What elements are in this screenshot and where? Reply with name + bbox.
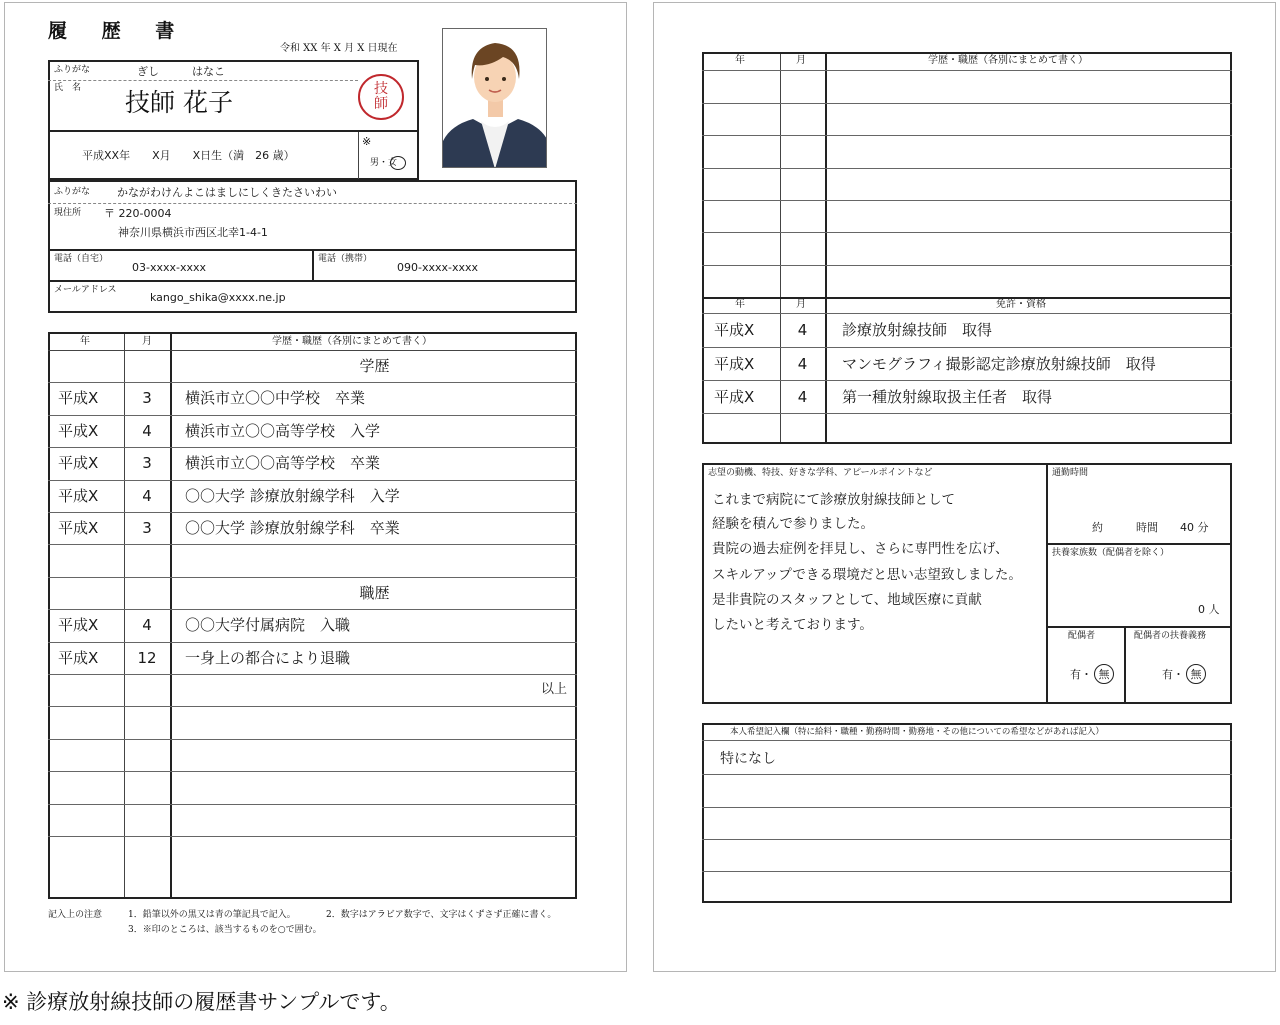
history-col-content-divider xyxy=(170,334,172,897)
history-row-line xyxy=(48,382,577,383)
spouse-label: 配偶者 xyxy=(1068,631,1096,641)
history-row-month: 3 xyxy=(142,389,152,407)
history-row-text: 〇〇大学付属病院 入職 xyxy=(185,616,351,634)
wishes-row-line xyxy=(702,871,1232,872)
history-header-line xyxy=(48,350,577,351)
commute-value: 約 時間 40 分 xyxy=(1092,521,1209,534)
dependents-divider xyxy=(1047,626,1231,628)
furigana-name: ぎし はなこ xyxy=(137,65,225,78)
wishes-row-line xyxy=(702,774,1232,775)
motivation-line: 経験を積んで参りました。 xyxy=(712,516,874,532)
wishes-row-line xyxy=(702,839,1232,840)
history-row-line xyxy=(48,577,577,578)
history-row-line xyxy=(48,706,577,707)
history-col-month-divider xyxy=(124,334,125,897)
table-row-line xyxy=(702,135,1232,136)
history-row-text: 〇〇大学 診療放射線学科 卒業 xyxy=(185,519,400,537)
history-row-line xyxy=(48,804,577,805)
history-row-line xyxy=(48,674,577,675)
note-3: 3．※印のところは、該当するものを○で囲む。 xyxy=(128,925,322,935)
phone-divider xyxy=(48,280,577,282)
license-header-month: 月 xyxy=(796,299,806,310)
license-row-month: 4 xyxy=(797,388,808,406)
commute-divider xyxy=(1047,543,1231,545)
license-row-year: 平成X xyxy=(714,355,755,373)
motivation-line: 是非貴院のスタッフとして、地域医療に貢献 xyxy=(712,592,982,608)
history-row-year: 平成X xyxy=(58,519,99,537)
history-row-line xyxy=(48,836,577,837)
history-row-year: 平成X xyxy=(58,616,99,634)
phone-col-divider xyxy=(312,250,314,280)
dependents-label: 扶養家族数（配偶者を除く） xyxy=(1052,548,1170,558)
history-row-line xyxy=(48,512,577,513)
email: kango_shika@xxxx.ne.jp xyxy=(150,291,286,304)
gender-divider xyxy=(358,132,359,179)
motivation-side-divider xyxy=(1046,465,1048,702)
spouse-support-label: 配偶者の扶養義務 xyxy=(1134,631,1207,641)
history-row-text: 〇〇大学 診療放射線学科 入学 xyxy=(185,487,400,505)
table-row-line xyxy=(702,70,1232,71)
person-illustration xyxy=(443,29,547,168)
history-row-line xyxy=(48,771,577,772)
history-header-month: 月 xyxy=(142,336,152,347)
table-row-line xyxy=(702,380,1232,381)
history-header-content: 学歴・職歴（各別にまとめて書く） xyxy=(272,336,432,347)
spouse-no-circled: 無 xyxy=(1094,664,1114,684)
history-row-text: 横浜市立〇〇中学校 卒業 xyxy=(185,389,366,407)
history-row-year: 平成X xyxy=(58,422,99,440)
address-furigana-divider xyxy=(48,203,577,204)
license-row-text: 第一種放射線取扱主任者 取得 xyxy=(842,388,1053,406)
phone-home-label: 電話（自宅） xyxy=(54,254,109,264)
address: 神奈川県横浜市西区北幸1-4-1 xyxy=(118,226,268,239)
commute-label: 通勤時間 xyxy=(1052,468,1089,478)
history-row-month: 4 xyxy=(142,422,152,440)
caption: ※ 診療放射線技師の履歴書サンプルです。 xyxy=(2,990,401,1014)
license-row-text: 診療放射線技師 取得 xyxy=(842,321,993,339)
license-table xyxy=(702,52,1232,444)
history-row-line xyxy=(48,609,577,610)
motivation-label: 志望の動機、特技、好きな学科、アピールポイントなど xyxy=(708,468,933,478)
table-row-line xyxy=(702,168,1232,169)
gender: 男・女 xyxy=(370,158,398,168)
hanko-seal xyxy=(358,74,404,120)
history2-header-content: 学歴・職歴（各別にまとめて書く） xyxy=(928,55,1088,66)
table-row-line xyxy=(702,103,1232,104)
spouse-support-yes: 有・ xyxy=(1162,667,1184,681)
license-row-text: マンモグラフィ撮影認定診療放射線技師 取得 xyxy=(842,355,1156,373)
name-box xyxy=(48,60,419,180)
table-row-line xyxy=(702,232,1232,233)
seal-char-bottom: 師 xyxy=(374,96,388,112)
name-box-divider xyxy=(48,130,419,132)
history-row-year: 平成X xyxy=(58,389,99,407)
motivation-line: これまで病院にて診療放射線技師として xyxy=(712,492,955,508)
history-row-year: 平成X xyxy=(58,454,99,472)
history-row-text: 一身上の都合により退職 xyxy=(185,649,351,667)
history-row-month: 3 xyxy=(142,519,152,537)
spouse-divider xyxy=(1124,627,1126,702)
license-col-month-divider xyxy=(780,54,781,442)
name-label: 氏 名 xyxy=(54,83,82,93)
license-row-month: 4 xyxy=(797,321,808,339)
history-row-month: 4 xyxy=(142,487,152,505)
history2-header-year: 年 xyxy=(735,55,745,66)
motivation-line: したいと考えております。 xyxy=(712,617,873,633)
birth-date: 平成XX年 X月 X日生（満 26 歳） xyxy=(82,149,295,162)
license-row-year: 平成X xyxy=(714,388,755,406)
furigana-label: ふりがな xyxy=(54,65,91,75)
table-row-line xyxy=(702,200,1232,201)
applicant-photo xyxy=(442,28,547,168)
table-row-line xyxy=(702,297,1232,299)
history-row-text: 以上 xyxy=(540,682,567,697)
phone-mobile-label: 電話（携帯） xyxy=(318,254,373,264)
spouse-value xyxy=(1070,664,1114,684)
resume-title: 履 歴 書 xyxy=(48,20,189,42)
history-row-line xyxy=(48,544,577,545)
history-section-heading: 職歴 xyxy=(359,584,390,602)
spouse-yes: 有・ xyxy=(1070,667,1092,681)
history-row-year: 平成X xyxy=(58,649,99,667)
email-label: メールアドレス xyxy=(54,285,117,295)
address-box xyxy=(48,180,577,313)
gender-selected-circle xyxy=(390,156,406,170)
table-row-line xyxy=(702,347,1232,348)
note-2: 2．数字はアラビア数字で、文字はくずさず正確に書く。 xyxy=(326,910,557,920)
motivation-line: 貴院の過去症例を拝見し、さらに専門性を広げ、 xyxy=(712,541,1009,557)
date-as-of: 令和 XX 年 X 月 X 日現在 xyxy=(280,43,398,54)
history-row-year: 平成X xyxy=(58,487,99,505)
history-row-line xyxy=(48,415,577,416)
history-row-line xyxy=(48,480,577,481)
history-row-text: 横浜市立〇〇高等学校 入学 xyxy=(185,422,381,440)
phone-home: 03-xxxx-xxxx xyxy=(132,261,207,274)
note-1: 1．鉛筆以外の黒又は青の筆記具で記入。 xyxy=(128,910,296,920)
address-furigana-label: ふりがな xyxy=(54,187,91,197)
furigana-divider xyxy=(48,80,358,81)
wishes-label: 本人希望記入欄（特に給料・職種・勤務時間・勤務地・その他についての希望などがあれば記入） xyxy=(730,727,1104,737)
motivation-line: スキルアップできる環境だと思い志望致しました。 xyxy=(712,567,1022,583)
license-header-content: 免許・資格 xyxy=(996,299,1046,310)
history-row-month: 4 xyxy=(142,616,152,634)
dependents-value: 0 人 xyxy=(1198,603,1220,616)
phone-mobile: 090-xxxx-xxxx xyxy=(397,261,479,274)
license-col-content-divider xyxy=(825,54,827,442)
history-row-line xyxy=(48,642,577,643)
address-label: 現住所 xyxy=(54,208,82,218)
history2-header-month: 月 xyxy=(796,55,806,66)
history-row-text: 横浜市立〇〇高等学校 卒業 xyxy=(185,454,381,472)
history-header-year: 年 xyxy=(80,336,90,347)
history-row-line xyxy=(48,447,577,448)
spouse-support-no-circled: 無 xyxy=(1186,664,1206,684)
notes-label: 記入上の注意 xyxy=(48,910,103,920)
table-row-line xyxy=(702,413,1232,414)
history-row-month: 3 xyxy=(142,454,152,472)
wishes-box xyxy=(702,723,1232,903)
seal-char-top: 技 xyxy=(374,81,388,98)
note-mark: ※ xyxy=(362,135,372,148)
applicant-name: 技師 花子 xyxy=(125,88,233,117)
spouse-support-value xyxy=(1162,664,1206,684)
license-header-year: 年 xyxy=(735,299,745,310)
wishes-value: 特になし xyxy=(720,751,776,767)
address-furigana: かながわけんよこはましにしくきたさいわい xyxy=(117,186,337,199)
license-row-month: 4 xyxy=(797,355,808,373)
wishes-row-line xyxy=(702,807,1232,808)
history-section-heading: 学歴 xyxy=(359,357,390,375)
history-row-month: 12 xyxy=(137,649,157,667)
wishes-row-line xyxy=(702,740,1232,741)
table-row-line xyxy=(702,265,1232,266)
table-row-line xyxy=(702,313,1232,314)
history-row-line xyxy=(48,739,577,740)
postal-code: 〒 220-0004 xyxy=(104,207,172,220)
license-row-year: 平成X xyxy=(714,321,755,339)
